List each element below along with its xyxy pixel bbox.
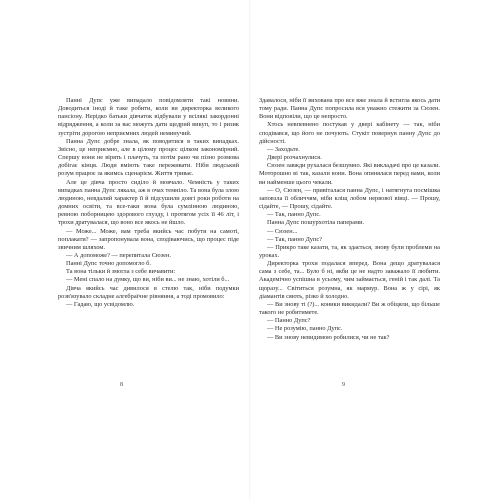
paragraph: Двері розчахнулися. — [267, 154, 322, 162]
left-page-text — [58, 97, 239, 309]
paragraph: — О, Сюзен, — привіталася панна Дупс, і натягнута посмішка заповзла її обличчям, ніби кліщ лобом нервової вівці. — Прошу, сідайте, — Прошу, сідайте. — [259, 186, 440, 211]
paragraph: Але це дівча просто сиділо й мовчало. Чемність у таких випадках панна Дупс лякала, аж в очах темніло. Та вона була злою людиною, невдалий характер її й підсушили довгі роки роботи на домних освіти, та все-таки вона була сумлінною людиною, ревною поборницею здорового глузду, і протягом усіх її 46 літ, і трохи дратувалася, що воно все якось не йшло. — [58, 178, 239, 227]
paragraph: Панна Дупс пошурхотіла паперами. — [267, 219, 365, 227]
paragraph: — Сюзен... — [267, 227, 298, 235]
paragraph: — А допоможе? — перепитала Сюзен. — [66, 251, 171, 259]
paragraph: — Так, панно Дупс. — [267, 211, 321, 219]
paragraph: — Ви знову невидимою робилися, чи не так? — [267, 333, 390, 341]
paragraph: Панні Дупс уже випадало повідомляти такі новини. Доводиться іноді й таке робити, коли ви директорка великого пансіону. Нерідко батьки дівчаток відбували у всілякі закордонні відрядження, а коли за вас можуть дати щедрий викуп, то і ризик зустріти дорогою неприємних людей неминучий. — [58, 97, 239, 137]
paragraph: — Мені спало на думку, що ви, ніби ви... не знаю, хотіли б... — [66, 276, 230, 284]
paragraph: — Гадаю, що усвідомлю. — [66, 300, 135, 308]
right-page-text — [259, 97, 440, 342]
paragraph: — Заходьте. — [267, 145, 300, 153]
paragraph: Та вона тільки й змогла з себе вичавити: — [66, 268, 176, 276]
paragraph: Сюзен завжди рухалася безшумно. Які викладачі про це казали. Моторошно ві так, казали вони. Вона опинялася перед вами, коли ви найменше цього чекали. — [259, 162, 440, 186]
page-number-left: 8 — [120, 382, 123, 388]
paragraph: — Ви знову ті (?)... коники викидали? Ви ж обіцяли, що більше такого не робитимете. — [259, 300, 440, 317]
paragraph: Панні Дупс точно допомогло б. — [66, 260, 151, 268]
paragraph: Хтось невпевнено постукав у двері кабінету — так, ніби сподівався, що його не почують. Стукіт повернув панну Дупс до дійсності. — [259, 121, 440, 145]
book-gutter — [249, 0, 251, 500]
paragraph: Здавалося, ніби її вихована про все вже знала й встигла якось дати тому ради. Панна Дупс попросила вся уважно стежити за Сюзен. Вони відповіли, що це непросто. — [259, 97, 440, 121]
page-number-right: 9 — [342, 382, 345, 388]
paragraph: Панна Дупс добре знала, як поводитися в таких випадках. Звісно, це неприємно, але в цілому процес цілком закономірний. Спершу вони не вірять і плачуть, та потім рано чи пізно розмова добігає кінця. Люди вміють таке переживати. Ніби людський розум працює за якимсь сценарієм. Життя триває. — [58, 137, 239, 178]
paragraph: Дівча якийсь час дивилося в стелю так, ніби подумки розв'язувало складне алгебраїчне рівняння, а тоді промовило: — [58, 284, 239, 300]
paragraph: — Так, панно Дупс? — [267, 235, 322, 243]
paragraph: Директорка трохи подалася вперед. Вона дещо дратувалася сама з себе, та... Було б ні, якби це не надто заважало її любити. Академічно успішна в усьому, чим займається, геній і так далі. Та щоразу... Світиться розумна, як мармур. Вона ж у сірі, як діамантів сяють, різко й холодно. — [259, 260, 440, 300]
paragraph: — Не розумію, панно Дупс. — [267, 325, 343, 333]
paragraph: — Панно Дупс? — [267, 317, 311, 325]
paragraph: — Прикро таке казати, та, як здається, знову були проблеми на уроках. — [259, 243, 440, 259]
paragraph: — Може... Може, вам треба якийсь час побути на самоті, поплакати? — запропонувала вона, сподіваючись, що процес піде звичним шляхом. — [58, 227, 239, 251]
